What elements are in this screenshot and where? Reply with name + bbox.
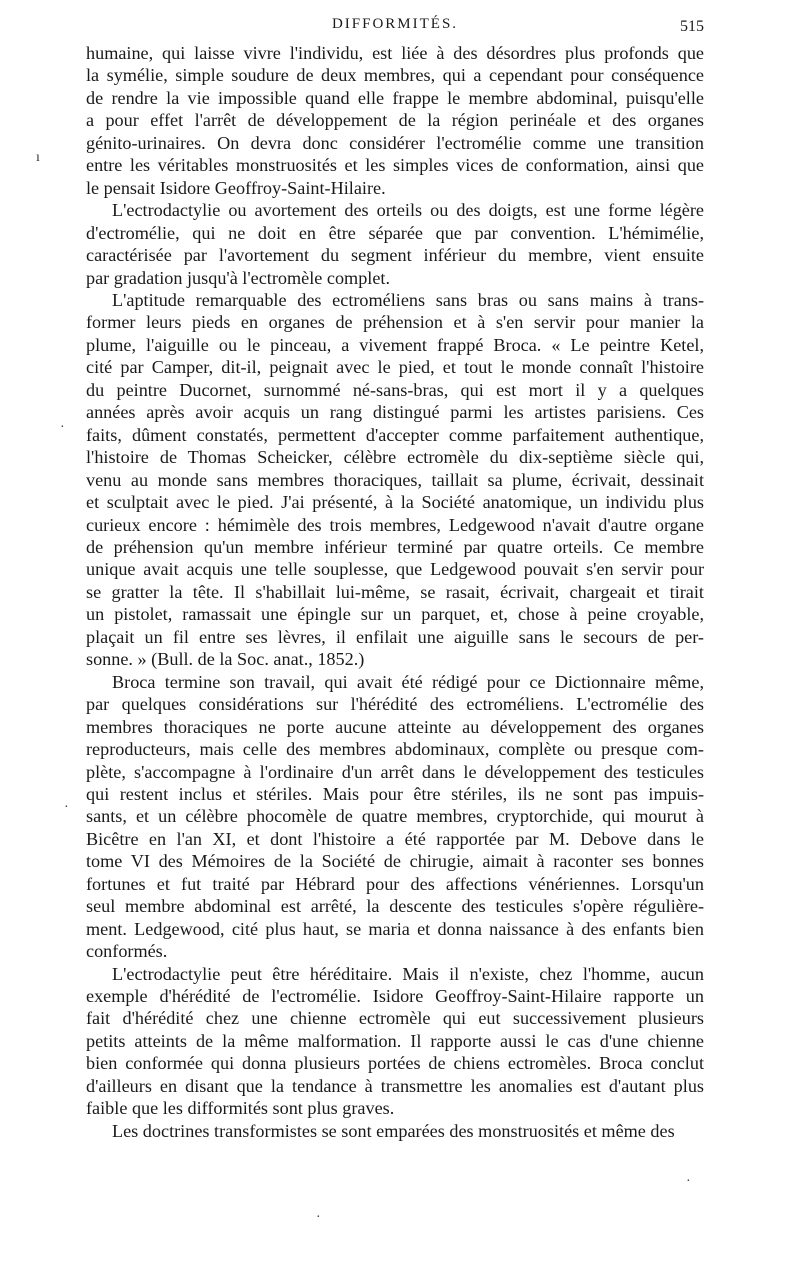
text-line: bien conformée qui donna plusieurs portées de chiens ectromèles. Broca conclut — [86, 1053, 704, 1074]
text-line: un pistolet, ramassait une épingle sur un parquet, et, chose à peine croyable, — [86, 604, 704, 625]
text-line: tome VI des Mémoires de la Société de chirugie, aimait à raconter ses bonnes — [86, 851, 704, 872]
text-line: par gradation jusqu'à l'ectromèle complet. — [86, 267, 391, 288]
text-line: reproducteurs, mais celle des membres abdominaux, complète ou presque com- — [86, 739, 704, 760]
text-line: entre les véritables monstruosités et les simples vices de conformation, ainsi que — [86, 155, 704, 176]
margin-speck: · — [64, 800, 69, 815]
text-line: la symélie, simple soudure de deux membres, qui a cependant pour conséquence — [86, 65, 704, 86]
paragraph — [86, 42, 704, 199]
text-line: Les doctrines transformistes se sont emparées des monstruosités et même des — [112, 1120, 675, 1141]
text-line: plaçait un fil entre ses lèvres, il enfilait une aiguille sans le secours de per- — [86, 626, 704, 647]
margin-speck: · — [60, 420, 65, 435]
text-line: L'ectrodactylie peut être héréditaire. Mais il n'existe, chez l'homme, aucun — [112, 963, 704, 984]
text-line: fait d'hérédité chez une chienne ectromèle qui eut successivement plusieurs — [86, 1008, 704, 1029]
page-header — [86, 16, 704, 44]
text-line: qui restent inclus et stériles. Mais pour être stériles, ils ne sont pas impuis- — [86, 783, 704, 804]
page-number: 515 — [680, 18, 704, 35]
text-line: caractérisée par l'avortement du segment inférieur du membre, vient ensuite — [86, 245, 704, 266]
margin-speck: · — [686, 1174, 691, 1189]
text-line: d'ectromélie, qui ne doit en être séparée que par convention. L'hémimélie, — [86, 222, 704, 243]
paragraph — [86, 1120, 704, 1142]
text-line: curieux encore : hémimèle des trois membres, Ledgewood n'avait d'autre organe — [86, 514, 704, 535]
text-line: L'aptitude remarquable des ectroméliens sans bras ou sans mains à trans- — [112, 289, 704, 310]
text-line: années après avoir acquis un rang distingué parmi les artistes parisiens. Ces — [86, 402, 704, 423]
text-line: se gratter la tête. Il s'habillait lui-même, se rasait, écrivait, chargeait et tirait — [86, 581, 704, 602]
paragraph — [86, 671, 704, 963]
text-line: membres thoraciques ne porte aucune atteinte au développement des organes — [86, 716, 704, 737]
text-line: humaine, qui laisse vivre l'individu, est liée à des désordres plus profonds que — [86, 43, 704, 63]
text-line: du peintre Ducornet, surnommé né-sans-bras, qui est mort il y a quelques — [86, 379, 704, 400]
text-line: L'ectrodactylie ou avortement des orteils ou des doigts, est une forme légère — [112, 200, 704, 221]
text-line: de rendre la vie impossible quand elle frappe le membre abdominal, puisqu'elle — [86, 87, 704, 108]
running-title: DIFFORMITÉS. — [331, 16, 459, 32]
text-line: former leurs pieds en organes de préhension et à s'en servir pour manier la — [86, 312, 704, 333]
text-line: génito-urinaires. On devra donc considérer l'ectromélie comme une transition — [86, 132, 704, 153]
text-line: par quelques considérations sur l'hérédité des ectroméliens. L'ectromélie des — [86, 694, 704, 715]
text-line: faible que les difformités sont plus graves. — [86, 1098, 395, 1119]
text-line: sonne. » (Bull. de la Soc. anat., 1852.) — [86, 649, 365, 670]
text-line: a pour effet l'arrêt de développement de la région perinéale et des organes — [86, 110, 704, 131]
text-line: l'histoire de Thomas Scheicker, célèbre ectromèle du dix-septième siècle qui, — [86, 447, 704, 468]
text-line: ment. Ledgewood, cité plus haut, se maria et donna naissance à des enfants bien — [86, 918, 704, 939]
text-line: unique avait acquis une telle souplesse, que Ledgewood pouvait s'en servir pour — [86, 559, 704, 580]
text-line: et sculptait avec le pied. J'ai présenté, à la Société anatomique, un individu plus — [86, 492, 704, 513]
margin-speck: · — [316, 1210, 321, 1225]
text-line: de préhension qu'un membre inférieur terminé par quatre orteils. Ce membre — [86, 536, 704, 557]
text-line: le pensait Isidore Geoffroy-Saint-Hilaire. — [86, 177, 386, 198]
margin-speck: ı — [36, 150, 40, 165]
paragraph — [86, 289, 704, 671]
text-line: venu au monde sans membres thoraciques, taillait sa plume, écrivait, dessinait — [86, 469, 704, 490]
text-line: seul membre abdominal est arrêté, la descente des testicules s'opère régulière- — [86, 896, 704, 917]
text-line: Broca termine son travail, qui avait été rédigé pour ce Dictionnaire même, — [112, 671, 704, 692]
text-line: exemple d'hérédité de l'ectromélie. Isidore Geoffroy-Saint-Hilaire rapporte un — [86, 986, 704, 1007]
text-line: fortunes et fut traité par Hébrard pour des affections vénériennes. Lorsqu'un — [86, 873, 704, 894]
paragraph — [86, 963, 704, 1120]
text-line: cité par Camper, dit-il, peignait avec le pied, et tout le monde connaît l'histoire — [86, 357, 704, 378]
text-line: petits atteints de la même malformation. Il rapporte aussi le cas d'une chienne — [86, 1030, 704, 1051]
paragraph — [86, 199, 704, 289]
text-line: Bicêtre en l'an XI, et dont l'histoire a été rapportée par M. Debove dans le — [86, 828, 704, 849]
body-text — [86, 42, 704, 1142]
text-line: conformés. — [86, 941, 168, 962]
text-line: d'ailleurs en disant que la tendance à transmettre les anomalies est d'autant plus — [86, 1075, 704, 1096]
text-line: faits, dûment constatés, permettent d'accepter comme parfaitement authentique, — [86, 424, 704, 445]
text-line: plète, s'accompagne à l'ordinaire d'un arrêt dans le développement des testicules — [86, 761, 704, 782]
text-line: plume, l'aiguille ou le pinceau, a vivement frappé Broca. « Le peintre Ketel, — [86, 334, 704, 355]
text-line: sants, et un célèbre phocomèle de quatre membres, cryptorchide, qui mourut à — [86, 806, 704, 827]
